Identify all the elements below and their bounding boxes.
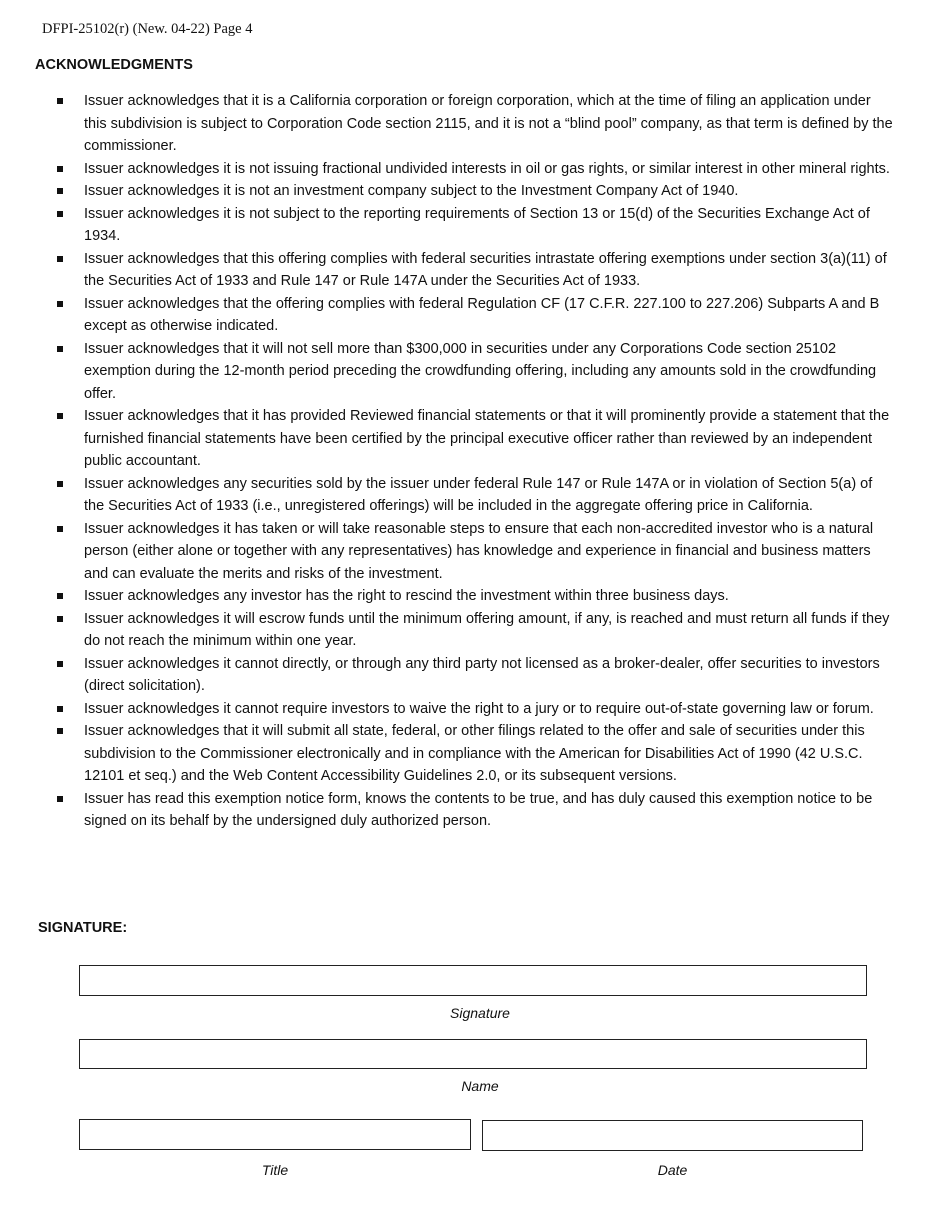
acknowledgment-item [84, 180, 896, 203]
acknowledgment-item [84, 293, 896, 338]
acknowledgment-item [84, 338, 896, 406]
bullet-icon [57, 706, 63, 712]
acknowledgment-text: Issuer acknowledges that the offering complies with federal Regulation CF (17 C.F.R. 227.100 to 227.206) Subparts A and B except as otherwise indicated. [84, 295, 880, 334]
acknowledgment-text: Issuer acknowledges that it has provided Reviewed financial statements or that it will prominently provide a statement that the furnished financial statements have been certified by the principal executive officer rather than reviewed by an independent public accountant. [84, 408, 890, 469]
title-label: Title [261, 1162, 289, 1178]
signature-field[interactable] [79, 965, 867, 996]
acknowledgment-item [84, 788, 896, 833]
acknowledgment-text: Issuer acknowledges it is not an investment company subject to the Investment Company Act of 1940. [84, 183, 739, 199]
acknowledgment-text: Issuer acknowledges it is not subject to the reporting requirements of Section 13 or 15(d) of the Securities Exchange Act of 1934. [84, 205, 870, 244]
acknowledgment-text: Issuer acknowledges it cannot require investors to waive the right to a jury or to require out-of-state governing law or forum. [84, 700, 874, 717]
acknowledgment-item [84, 158, 896, 181]
acknowledgment-item [84, 720, 896, 788]
acknowledgment-item [84, 518, 896, 586]
date-label: Date [657, 1162, 688, 1178]
bullet-icon [57, 593, 63, 599]
acknowledgment-item [84, 698, 896, 721]
acknowledgment-item [84, 203, 896, 248]
acknowledgment-item [84, 585, 896, 608]
bullet-icon [57, 796, 63, 802]
acknowledgment-text: Issuer acknowledges that it is a California corporation or foreign corporation, which at the time of filing an application under this subdivision is subject to Corporation Code section 2115, and it is not a “blind pool” company, as that term is defined by the commissioner. [84, 93, 893, 154]
acknowledgment-text: Issuer acknowledges any investor has the right to rescind the investment within three business days. [84, 588, 729, 604]
form-identifier: DFPI-25102(r) (New. 04-22) Page 4 [42, 21, 253, 37]
acknowledgment-item [84, 405, 896, 473]
bullet-icon [57, 413, 63, 419]
acknowledgment-text: Issuer acknowledges it will escrow funds until the minimum offering amount, if any, is reached and must return all funds if they do not reach the minimum within one year. [84, 610, 890, 649]
bullet-icon [57, 98, 63, 104]
acknowledgment-text: Issuer acknowledges any securities sold by the issuer under federal Rule 147 or Rule 147A or in violation of Section 5(a) of the Securities Act of 1933 (i.e., unregistered offerings) will be included in the aggregate offering price in California. [84, 475, 873, 514]
acknowledgment-item [84, 248, 896, 293]
acknowledgment-text: Issuer has read this exemption notice form, knows the contents to be true, and has duly caused this exemption notice to be signed on its behalf by the undersigned duly authorized person. [84, 790, 873, 829]
acknowledgment-item [84, 653, 896, 698]
bullet-icon [57, 166, 63, 172]
acknowledgment-text: Issuer acknowledges that it will submit all state, federal, or other filings related to the offer and sale of securities under this subdivision to the Commissioner electronically and in compliance with the American for Disabilities Act of 1990 (42 U.S.C. 12101 et seq.) and the Web Content Accessibility Guidelines 2.0, or its subsequent versions. [84, 723, 865, 784]
acknowledgment-item [84, 608, 896, 653]
acknowledgment-item [84, 473, 896, 518]
name-field[interactable] [79, 1039, 867, 1069]
bullet-icon [57, 728, 63, 734]
bullet-icon [57, 481, 63, 487]
acknowledgment-text: Issuer acknowledges that this offering complies with federal securities intrastate offering exemptions under section 3(a)(11) of the Securities Act of 1933 and Rule 147 or Rule 147A under the Securities Act of 1933. [84, 250, 887, 289]
bullet-icon [57, 616, 63, 622]
acknowledgment-text: Issuer acknowledges it has taken or will take reasonable steps to ensure that each non-accredited investor who is a natural person (either alone or together with any representatives) has knowledge and experience in financial and business matters and can evaluate the merits and risks of the investment. [84, 520, 874, 582]
acknowledgment-text: Issuer acknowledges it cannot directly, or through any third party not licensed as a broker-dealer, offer securities to investors (direct solicitation). [84, 655, 880, 694]
bullet-icon [57, 211, 63, 217]
name-label: Name [461, 1078, 499, 1094]
bullet-icon [57, 256, 63, 262]
signature-heading: SIGNATURE: [38, 920, 128, 936]
title-field[interactable] [79, 1119, 471, 1150]
acknowledgments-heading: ACKNOWLEDGMENTS [35, 57, 193, 73]
bullet-icon [57, 661, 63, 667]
acknowledgments-list [84, 90, 896, 833]
bullet-icon [57, 301, 63, 307]
bullet-icon [57, 346, 63, 352]
bullet-icon [57, 526, 63, 532]
acknowledgment-text: Issuer acknowledges that it will not sell more than $300,000 in securities under any Corporations Code section 25102 exemption during the 12-month period preceding the crowdfunding offering, including any amounts sold in the crowdfunding offer. [84, 340, 877, 402]
date-field[interactable] [482, 1120, 863, 1151]
acknowledgment-text: Issuer acknowledges it is not issuing fractional undivided interests in oil or gas rights, or similar interest in other mineral rights. [84, 160, 890, 177]
bullet-icon [57, 188, 63, 194]
acknowledgment-item [84, 90, 896, 158]
signature-label: Signature [450, 1005, 510, 1021]
